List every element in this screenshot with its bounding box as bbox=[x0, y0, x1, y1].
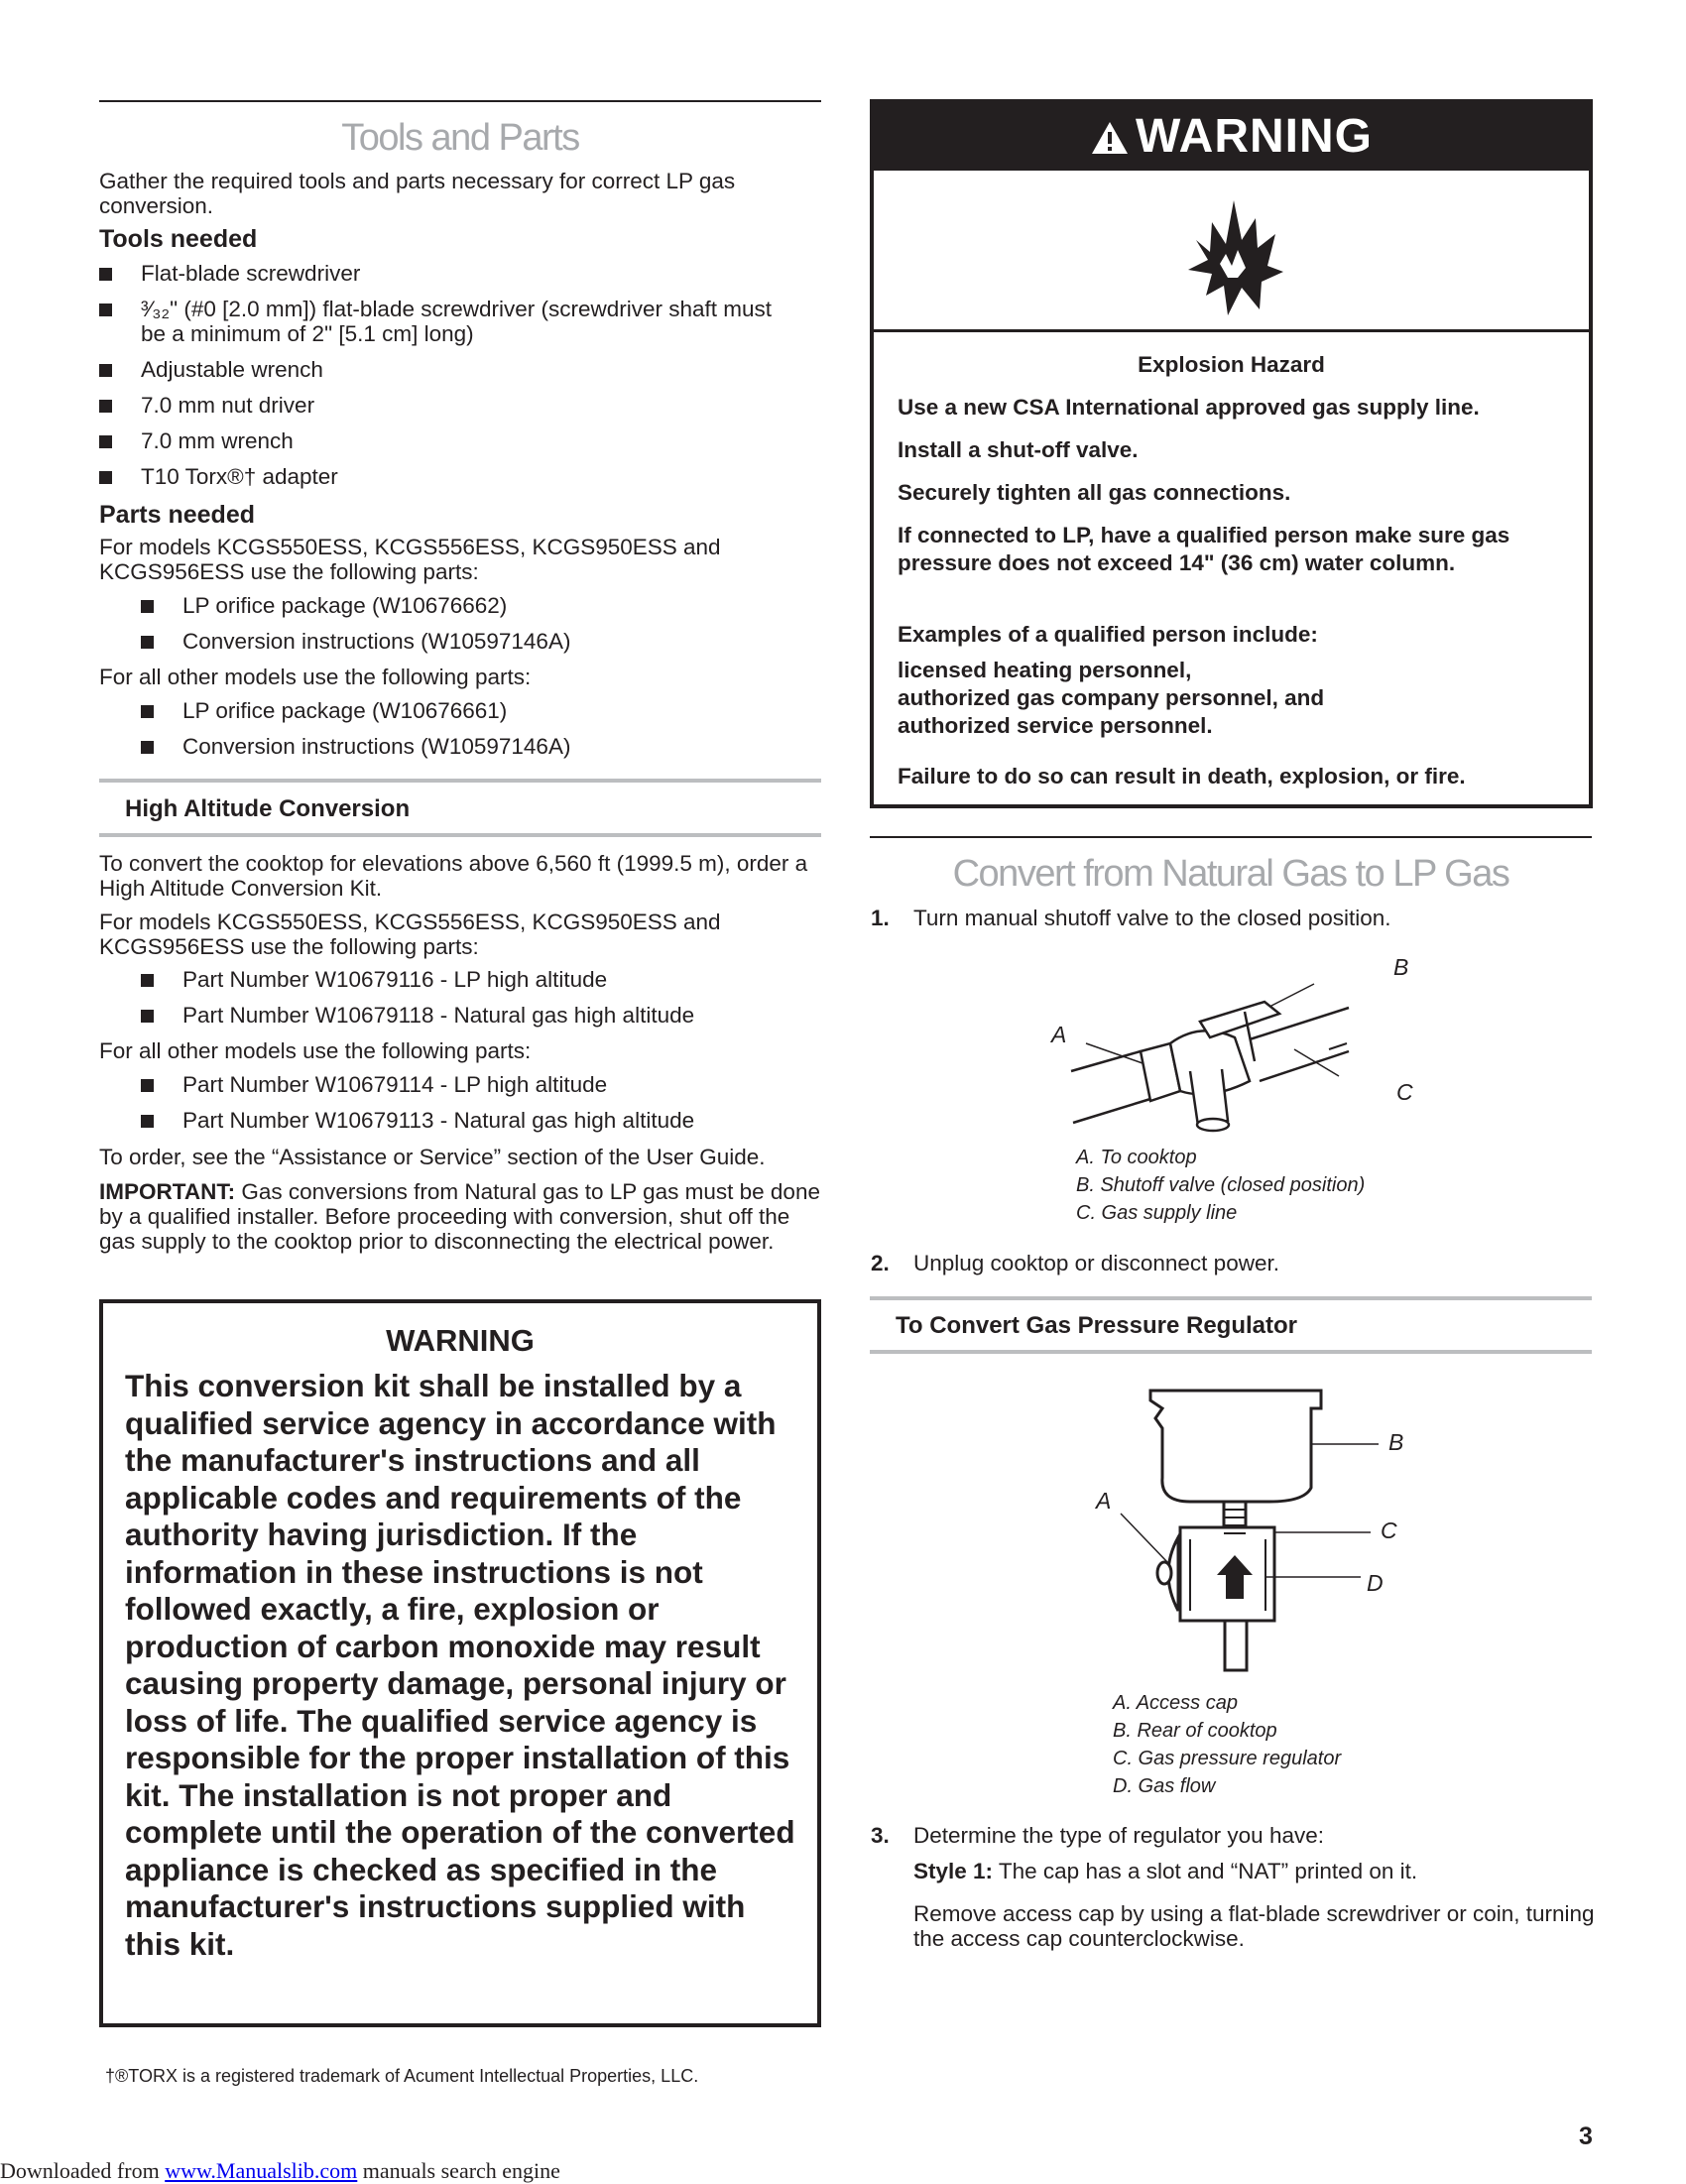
high-alt-bar-bottom bbox=[99, 833, 821, 837]
bullet-square bbox=[141, 1115, 154, 1128]
bullet-square bbox=[141, 1079, 154, 1092]
bullet-square bbox=[99, 268, 112, 281]
parts-models-a: For models KCGS550ESS, KCGS556ESS, KCGS950ESS and KCGS956ESS use the following parts: bbox=[99, 535, 721, 584]
high-alt-models-b: For all other models use the following parts: bbox=[99, 1038, 532, 1063]
important-label: IMPORTANT: bbox=[99, 1179, 236, 1204]
explosion-icon bbox=[1176, 192, 1295, 321]
callout-label: C bbox=[1396, 1079, 1413, 1105]
bullet-square bbox=[141, 600, 154, 613]
warning-header: WARNING bbox=[874, 103, 1589, 171]
callout-label: A bbox=[1051, 1022, 1067, 1047]
parts-models-b: For all other models use the following parts: bbox=[99, 665, 532, 689]
parts-heading: Parts needed bbox=[99, 501, 256, 529]
order-text: To order, see the “Assistance or Service” section of the User Guide. bbox=[99, 1145, 766, 1169]
warning-triangle-icon bbox=[1090, 120, 1130, 156]
callout-line-c bbox=[1294, 1049, 1339, 1076]
hazard-line: If connected to LP, have a qualified person make sure gas pressure does not exceed 14" (36 cm) water column. bbox=[898, 523, 1510, 575]
tools-heading: Tools needed bbox=[99, 225, 258, 253]
hazard-line: Install a shut-off valve. bbox=[898, 437, 1139, 462]
left-top-rule bbox=[99, 100, 821, 102]
tools-intro: Gather the required tools and parts necessary for correct LP gas conversion. bbox=[99, 169, 736, 218]
manualslib-link[interactable]: www.Manualslib.com bbox=[165, 2158, 358, 2183]
callout-label: B bbox=[1388, 1429, 1404, 1455]
callout-label: B bbox=[1393, 954, 1409, 980]
high-alt-heading: High Altitude Conversion bbox=[125, 795, 411, 822]
high-alt-intro: To convert the cooktop for elevations above 6,560 ft (1999.5 m), order a High Altitude Conversion Kit. bbox=[99, 851, 808, 901]
conversion-warning-box bbox=[99, 1299, 821, 2027]
style1-label: Style 1: bbox=[913, 1859, 994, 1883]
regulator-figure bbox=[1091, 1379, 1408, 1676]
step3-text: Determine the type of regulator you have: bbox=[913, 1823, 1324, 1848]
fig1-caption: A. To cooktop B. Shutoff valve (closed position) C. Gas supply line bbox=[1076, 1147, 1366, 1224]
hazard-title: Explosion Hazard bbox=[1138, 352, 1325, 377]
regulator-bar-bottom bbox=[870, 1350, 1592, 1354]
bullet-square bbox=[99, 364, 112, 377]
hazard-line: Securely tighten all gas connections. bbox=[898, 480, 1291, 505]
bullet-square bbox=[99, 435, 112, 448]
trademark-footnote: †®TORX is a registered trademark of Acument Intellectual Properties, LLC. bbox=[105, 2066, 699, 2086]
callout-label: D bbox=[1367, 1570, 1384, 1596]
bullet-square bbox=[99, 400, 112, 413]
callout-line-a bbox=[1121, 1514, 1168, 1563]
bullet-square bbox=[141, 1010, 154, 1023]
bullet-square bbox=[99, 471, 112, 484]
bullet-square bbox=[99, 303, 112, 316]
bullet-square bbox=[141, 636, 154, 649]
fig2-caption: A. Access cap B. Rear of cooktop C. Gas pressure regulator D. Gas flow bbox=[1113, 1692, 1342, 1797]
warning-body: This conversion kit shall be installed by a qualified service agency in accordance with the manufacturer's instructions and all applicable codes and requirements of the authority having jurisdiction. If the information in these instructions is not followed exactly, a fire, explosion or production of carbon monoxide may result causing property damage, personal injury or loss of life. The qualified service agency is responsible for the proper installation of this kit. The installation is not proper and complete until the operation of the converted appliance is checked as specified in the manufacturer's instructions supplied with this kit. bbox=[125, 1368, 795, 1962]
hazard-divider bbox=[874, 329, 1589, 332]
regulator-heading: To Convert Gas Pressure Regulator bbox=[896, 1312, 1297, 1339]
warning-title: WARNING bbox=[386, 1323, 535, 1358]
hazard-line: Examples of a qualified person include: bbox=[898, 622, 1318, 647]
regulator-bar-top bbox=[870, 1296, 1592, 1300]
hazard-line: licensed heating personnel, authorized gas company personnel, and authorized service personnel. bbox=[898, 658, 1325, 738]
convert-title: Convert from Natural Gas to LP Gas bbox=[952, 853, 1509, 895]
bullet-square bbox=[141, 974, 154, 987]
tools-parts-title: Tools and Parts bbox=[341, 117, 579, 159]
step-number: 1. bbox=[871, 906, 890, 930]
important-note bbox=[99, 1179, 820, 1254]
download-footer: Downloaded from www.Manualslib.com manuals search engine bbox=[0, 2158, 560, 2183]
style1-text: Style 1: The cap has a slot and “NAT” printed on it. bbox=[913, 1859, 1418, 1883]
callout-label: C bbox=[1381, 1517, 1397, 1543]
step1-text: Turn manual shutoff valve to the closed position. bbox=[913, 906, 1391, 930]
explosion-hazard-box bbox=[870, 99, 1593, 808]
important-text: Gas conversions from Natural gas to LP gas must be done by a qualified installer. Before proceeding with conversion, shut off the gas supply to the cooktop prior to disconnecting the electrical power. bbox=[99, 1179, 820, 1254]
right-section-rule bbox=[870, 836, 1592, 838]
bullet-square bbox=[141, 741, 154, 754]
step-number: 2. bbox=[871, 1251, 890, 1275]
callout-line-b bbox=[1269, 984, 1314, 1007]
page-number: 3 bbox=[1579, 2123, 1593, 2150]
high-alt-models-a: For models KCGS550ESS, KCGS556ESS, KCGS950ESS and KCGS956ESS use the following parts: bbox=[99, 910, 721, 959]
step2-text: Unplug cooktop or disconnect power. bbox=[913, 1251, 1279, 1275]
high-alt-bar-top bbox=[99, 779, 821, 783]
step-number: 3. bbox=[871, 1823, 890, 1848]
remove-cap-text: Remove access cap by using a flat-blade screwdriver or coin, turning the access cap counterclockwise. bbox=[913, 1901, 1595, 1951]
shutoff-valve-figure bbox=[1051, 952, 1408, 1151]
hazard-line: Use a new CSA International approved gas supply line. bbox=[898, 395, 1480, 420]
hazard-line: Failure to do so can result in death, explosion, or fire. bbox=[898, 764, 1466, 789]
bullet-square bbox=[141, 705, 154, 718]
callout-label: A bbox=[1096, 1488, 1112, 1514]
